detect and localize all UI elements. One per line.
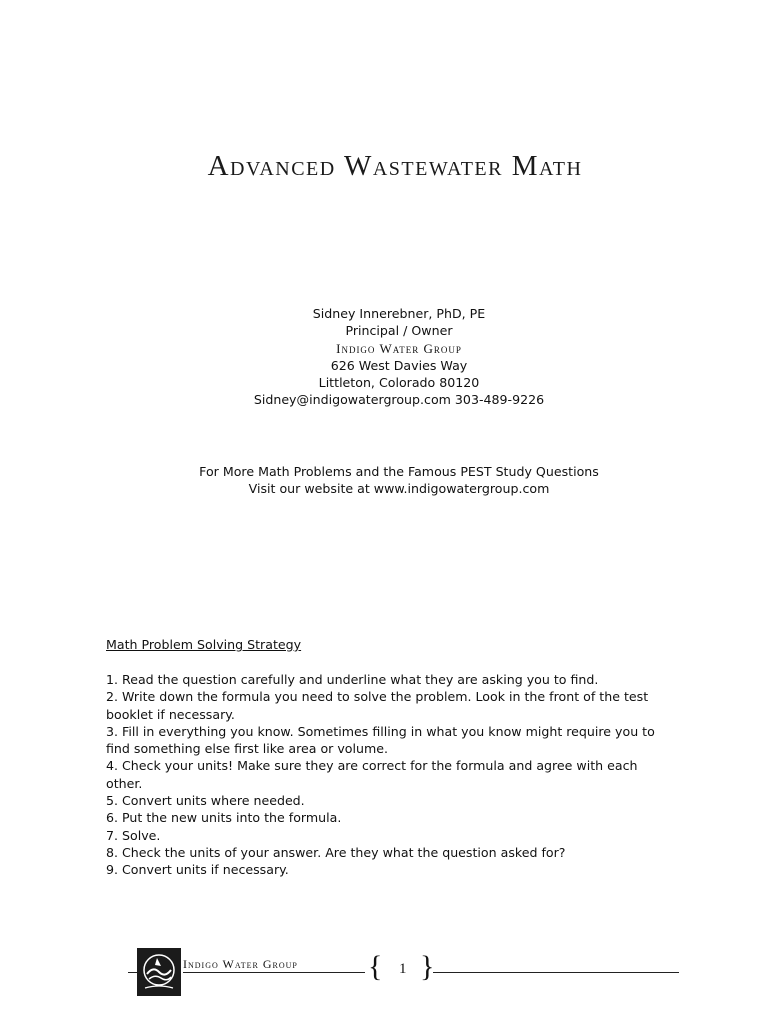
contact-name: Sidney Innerebner, PhD, PE [312,306,486,321]
contact-street: 626 West Davies Way [330,357,468,373]
strategy-step: 6. Put the new units into the formula. [106,810,342,826]
strategy-step: 5. Convert units where needed. [106,793,305,809]
document-title: Advanced Wastewater Math [207,150,583,182]
footer-rule-right [433,972,679,973]
page-number: 1 [399,961,407,977]
contact-company: Indigo Water Group [336,340,462,356]
contact-email-phone: Sidney@indigowatergroup.com 303-489-9226 [253,392,545,408]
footer-rule-middle [183,972,365,973]
strategy-step: 9. Convert units if necessary. [106,862,289,878]
strategy-steps-list [106,671,676,879]
contact-role: Principal / Owner [345,323,453,339]
strategy-step: 1. Read the question carefully and underline what they are asking you to find. [106,672,599,687]
contact-city: Littleton, Colorado 80120 [318,375,480,391]
strategy-step: 7. Solve. [106,827,161,843]
strategy-heading: Math Problem Solving Strategy [106,637,302,652]
promo-line-2: Visit our website at www.indigowatergroup.com [248,481,550,497]
footer-company: Indigo Water Group [183,957,298,971]
indigo-water-logo-icon [137,948,181,996]
contact-block [0,305,768,409]
footer-bracket-left: { [368,950,383,983]
page-footer [128,948,680,1000]
footer-bracket-right: } [420,950,435,983]
strategy-step: 2. Write down the formula you need to solve the problem. Look in the front of the test booklet if necessary. [106,689,649,722]
promo-line-1: For More Math Problems and the Famous PEST Study Questions [199,464,599,479]
strategy-step: 8. Check the units of your answer. Are they what the question asked for? [106,844,566,860]
strategy-step: 3. Fill in everything you know. Sometimes filling in what you know might require you to find something else first like area or volume. [106,723,655,757]
promo-block [0,463,768,498]
strategy-step: 4. Check your units! Make sure they are correct for the formula and agree with each other. [106,758,638,791]
